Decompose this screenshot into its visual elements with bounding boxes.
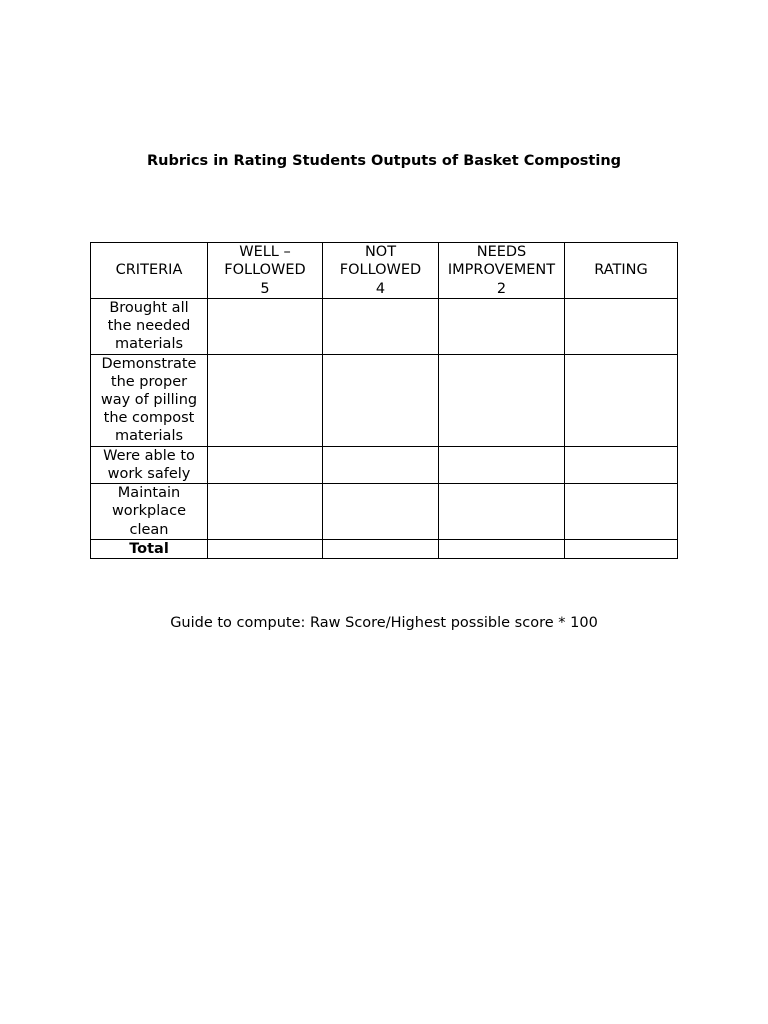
table-header-row — [91, 243, 678, 299]
header-criteria — [91, 243, 208, 299]
total-label: Total — [91, 540, 208, 559]
document-title: Rubrics in Rating Students Outputs of Basket Composting — [146, 153, 622, 169]
criteria-line: Brought all — [109, 300, 189, 316]
criteria-line: the proper — [110, 373, 188, 390]
header-needs-improvement-line-2: IMPROVEMENT — [447, 262, 556, 279]
score-cell-not-followed — [323, 484, 439, 540]
criteria-cell — [91, 299, 208, 355]
total-row — [91, 540, 678, 559]
criteria-line: Demonstrate — [101, 355, 197, 372]
criteria-cell — [91, 446, 208, 483]
header-needs-improvement — [439, 243, 565, 299]
score-cell-not-followed — [323, 446, 439, 483]
score-cell-needs-improvement — [439, 446, 565, 483]
header-criteria-label: CRITERIA — [115, 262, 183, 279]
header-rating — [565, 243, 678, 299]
criteria-line: way of pilling — [100, 392, 198, 409]
criteria-line: the needed — [107, 318, 191, 335]
compute-guide: Guide to compute: Raw Score/Highest possible score * 100 — [170, 615, 598, 631]
total-cell-not-followed — [323, 540, 439, 559]
total-cell-needs-improvement — [439, 540, 565, 559]
total-cell-well-followed — [208, 540, 323, 559]
header-rating-label: RATING — [594, 262, 648, 279]
header-not-followed-line-1: NOT — [364, 244, 397, 261]
score-cell-rating — [565, 446, 678, 483]
total-cell-rating — [565, 540, 678, 559]
score-cell-not-followed — [323, 299, 439, 355]
header-needs-improvement-line-1: NEEDS — [476, 244, 527, 261]
score-cell-rating — [565, 299, 678, 355]
header-needs-improvement-points: 2 — [496, 280, 507, 297]
criteria-cell — [91, 354, 208, 446]
criteria-line: clean — [129, 521, 169, 538]
table-row — [91, 354, 678, 446]
score-cell-needs-improvement — [439, 354, 565, 446]
criteria-line: Maintain — [117, 485, 181, 502]
header-not-followed — [323, 243, 439, 299]
criteria-line: materials — [114, 336, 184, 353]
score-cell-needs-improvement — [439, 299, 565, 355]
score-cell-not-followed — [323, 354, 439, 446]
header-well-followed — [208, 243, 323, 299]
table-row — [91, 299, 678, 355]
criteria-line: materials — [114, 428, 184, 445]
score-cell-well-followed — [208, 354, 323, 446]
score-cell-rating — [565, 484, 678, 540]
score-cell-needs-improvement — [439, 484, 565, 540]
header-not-followed-points: 4 — [375, 280, 386, 297]
score-cell-well-followed — [208, 299, 323, 355]
table-row — [91, 446, 678, 483]
table-row — [91, 484, 678, 540]
criteria-line: workplace — [111, 503, 187, 520]
score-cell-rating — [565, 354, 678, 446]
score-cell-well-followed — [208, 484, 323, 540]
header-not-followed-line-2: FOLLOWED — [339, 262, 422, 279]
rubric-table — [90, 242, 678, 559]
criteria-line: the compost — [103, 410, 195, 427]
header-well-followed-line-1: WELL – — [239, 244, 291, 261]
criteria-cell — [91, 484, 208, 540]
header-well-followed-points: 5 — [260, 280, 270, 297]
header-well-followed-line-2: FOLLOWED — [224, 262, 306, 279]
criteria-line: Were able to — [103, 447, 195, 464]
criteria-line: work safely — [107, 465, 191, 482]
score-cell-well-followed — [208, 446, 323, 483]
